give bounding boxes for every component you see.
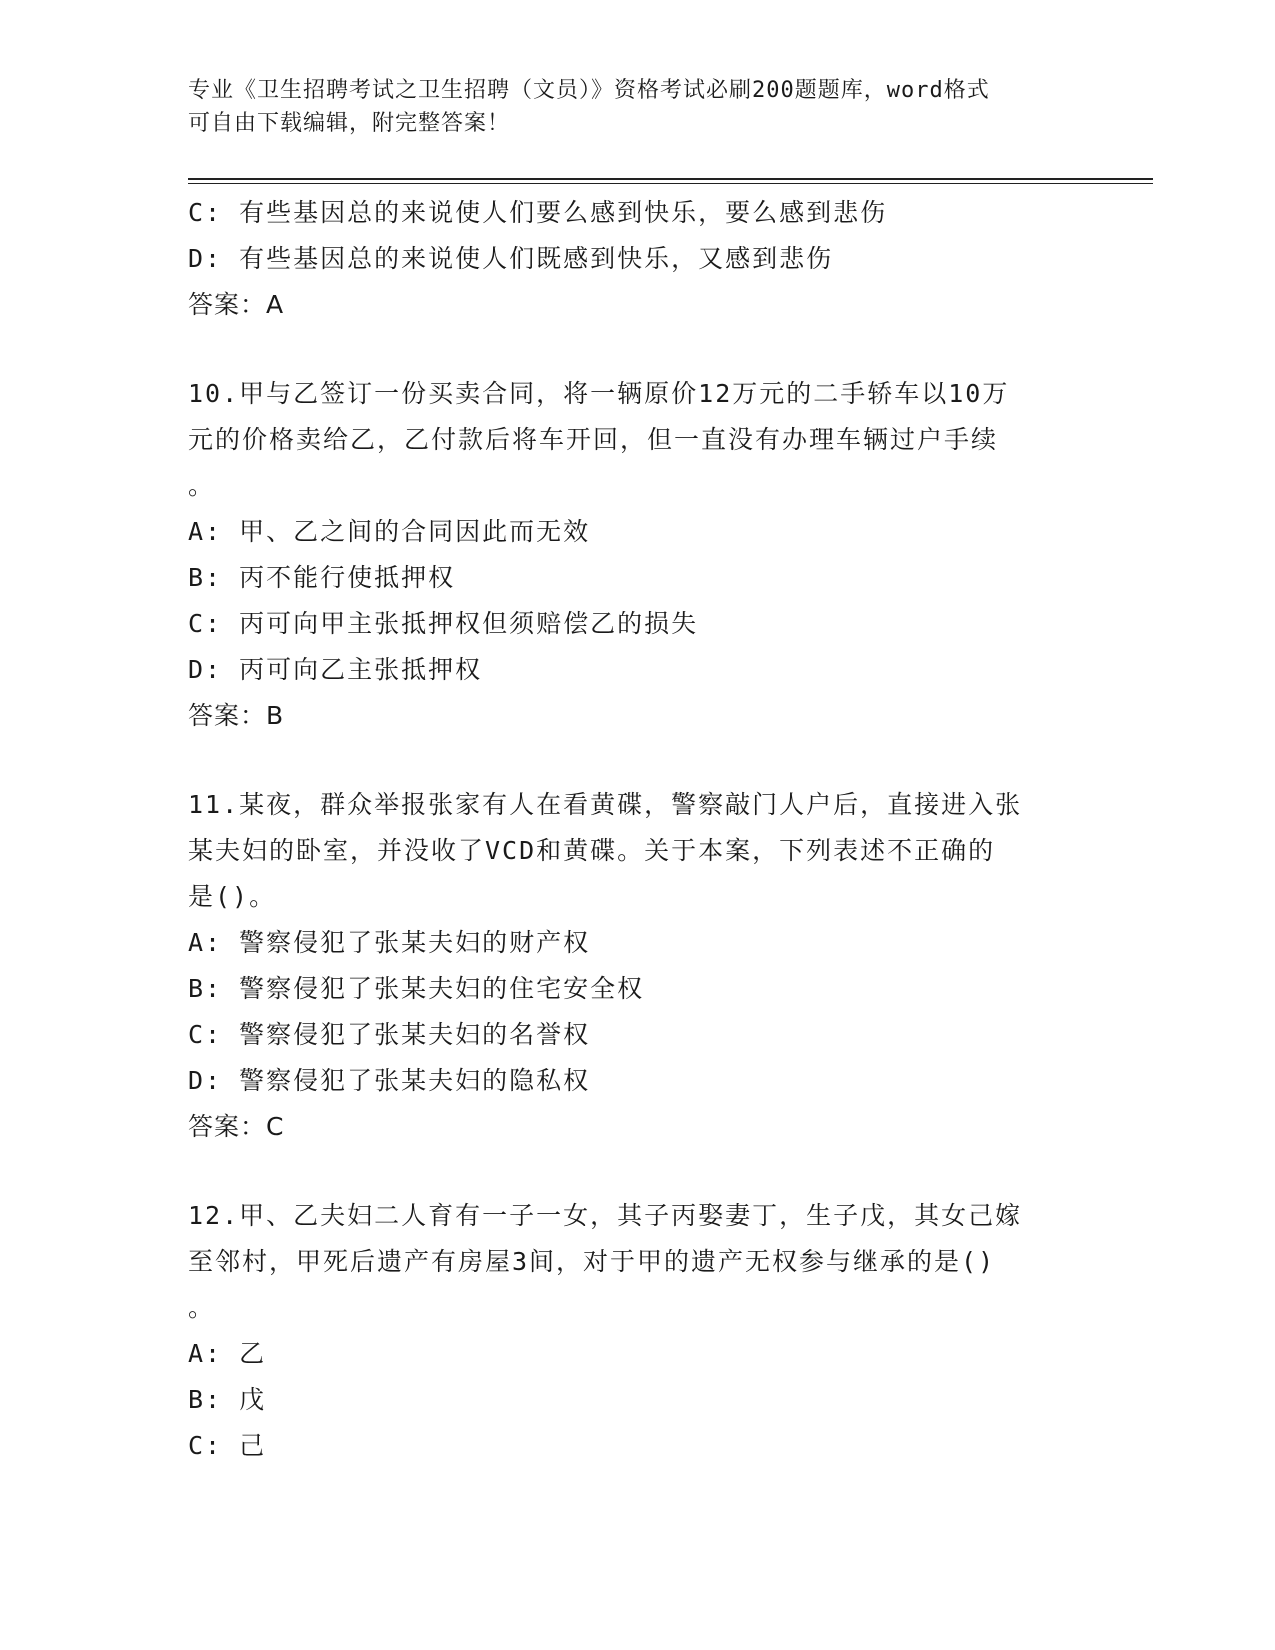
document-header [188, 74, 1068, 140]
spacer [188, 1150, 1088, 1193]
q12-stem-line-1: 12.甲、乙夫妇二人育有一子一女，其子丙娶妻丁，生子戊，其女己嫁 [188, 1201, 1023, 1230]
question-12-block [188, 1193, 1088, 1469]
q10-option-b: B: 丙不能行使抵押权 [188, 563, 456, 592]
question-11-block [188, 782, 1088, 1150]
header-rule-thin [188, 183, 1153, 184]
q10-stem-line-1: 10.甲与乙签订一份买卖合同，将一辆原价12万元的二手轿车以10万 [188, 379, 1010, 408]
q11-answer: 答案：C [188, 1112, 285, 1141]
q10-answer: 答案：B [188, 701, 285, 730]
header-rule-thick [188, 178, 1153, 180]
q11-stem-line-1: 11.某夜，群众举报张家有人在看黄碟，警察敲门人户后，直接进入张 [188, 790, 1023, 819]
q9-option-d: D: 有些基因总的来说使人们既感到快乐，又感到悲伤 [188, 244, 834, 273]
q11-option-c: C: 警察侵犯了张某夫妇的名誉权 [188, 1020, 591, 1049]
q10-option-d: D: 丙可向乙主张抵押权 [188, 655, 483, 684]
q11-stem-line-3: 是()。 [188, 882, 277, 911]
spacer [188, 739, 1088, 782]
q12-option-b: B: 戊 [188, 1385, 267, 1414]
q10-stem-line-3: 。 [188, 471, 216, 500]
q10-option-a: A: 甲、乙之间的合同因此而无效 [188, 517, 591, 546]
q12-stem-line-2: 至邻村，甲死后遗产有房屋3间，对于甲的遗产无权参与继承的是() [188, 1247, 996, 1276]
header-line-1: 专业《卫生招聘考试之卫生招聘（文员）》资格考试必刷200题题库，word格式 [188, 78, 990, 103]
q11-option-a: A: 警察侵犯了张某夫妇的财产权 [188, 928, 591, 957]
spacer [188, 328, 1088, 371]
q10-option-c: C: 丙可向甲主张抵押权但须赔偿乙的损失 [188, 609, 699, 638]
q9-answer: 答案：A [188, 290, 285, 319]
q9-option-c: C: 有些基因总的来说使人们要么感到快乐，要么感到悲伤 [188, 198, 888, 227]
q10-stem-line-2: 元的价格卖给乙，乙付款后将车开回，但一直没有办理车辆过户手续 [188, 425, 999, 454]
q12-option-c: C: 己 [188, 1431, 267, 1460]
q12-stem-line-3: 。 [188, 1293, 216, 1322]
header-line-2: 可自由下载编辑，附完整答案！ [188, 111, 511, 136]
question-9-block [188, 190, 1088, 328]
q11-option-b: B: 警察侵犯了张某夫妇的住宅安全权 [188, 974, 645, 1003]
question-10-block [188, 371, 1088, 739]
question-list [188, 190, 1088, 1469]
q12-option-a: A: 乙 [188, 1339, 267, 1368]
q11-stem-line-2: 某夫妇的卧室，并没收了VCD和黄碟。关于本案，下列表述不正确的 [188, 836, 996, 865]
q11-option-d: D: 警察侵犯了张某夫妇的隐私权 [188, 1066, 591, 1095]
